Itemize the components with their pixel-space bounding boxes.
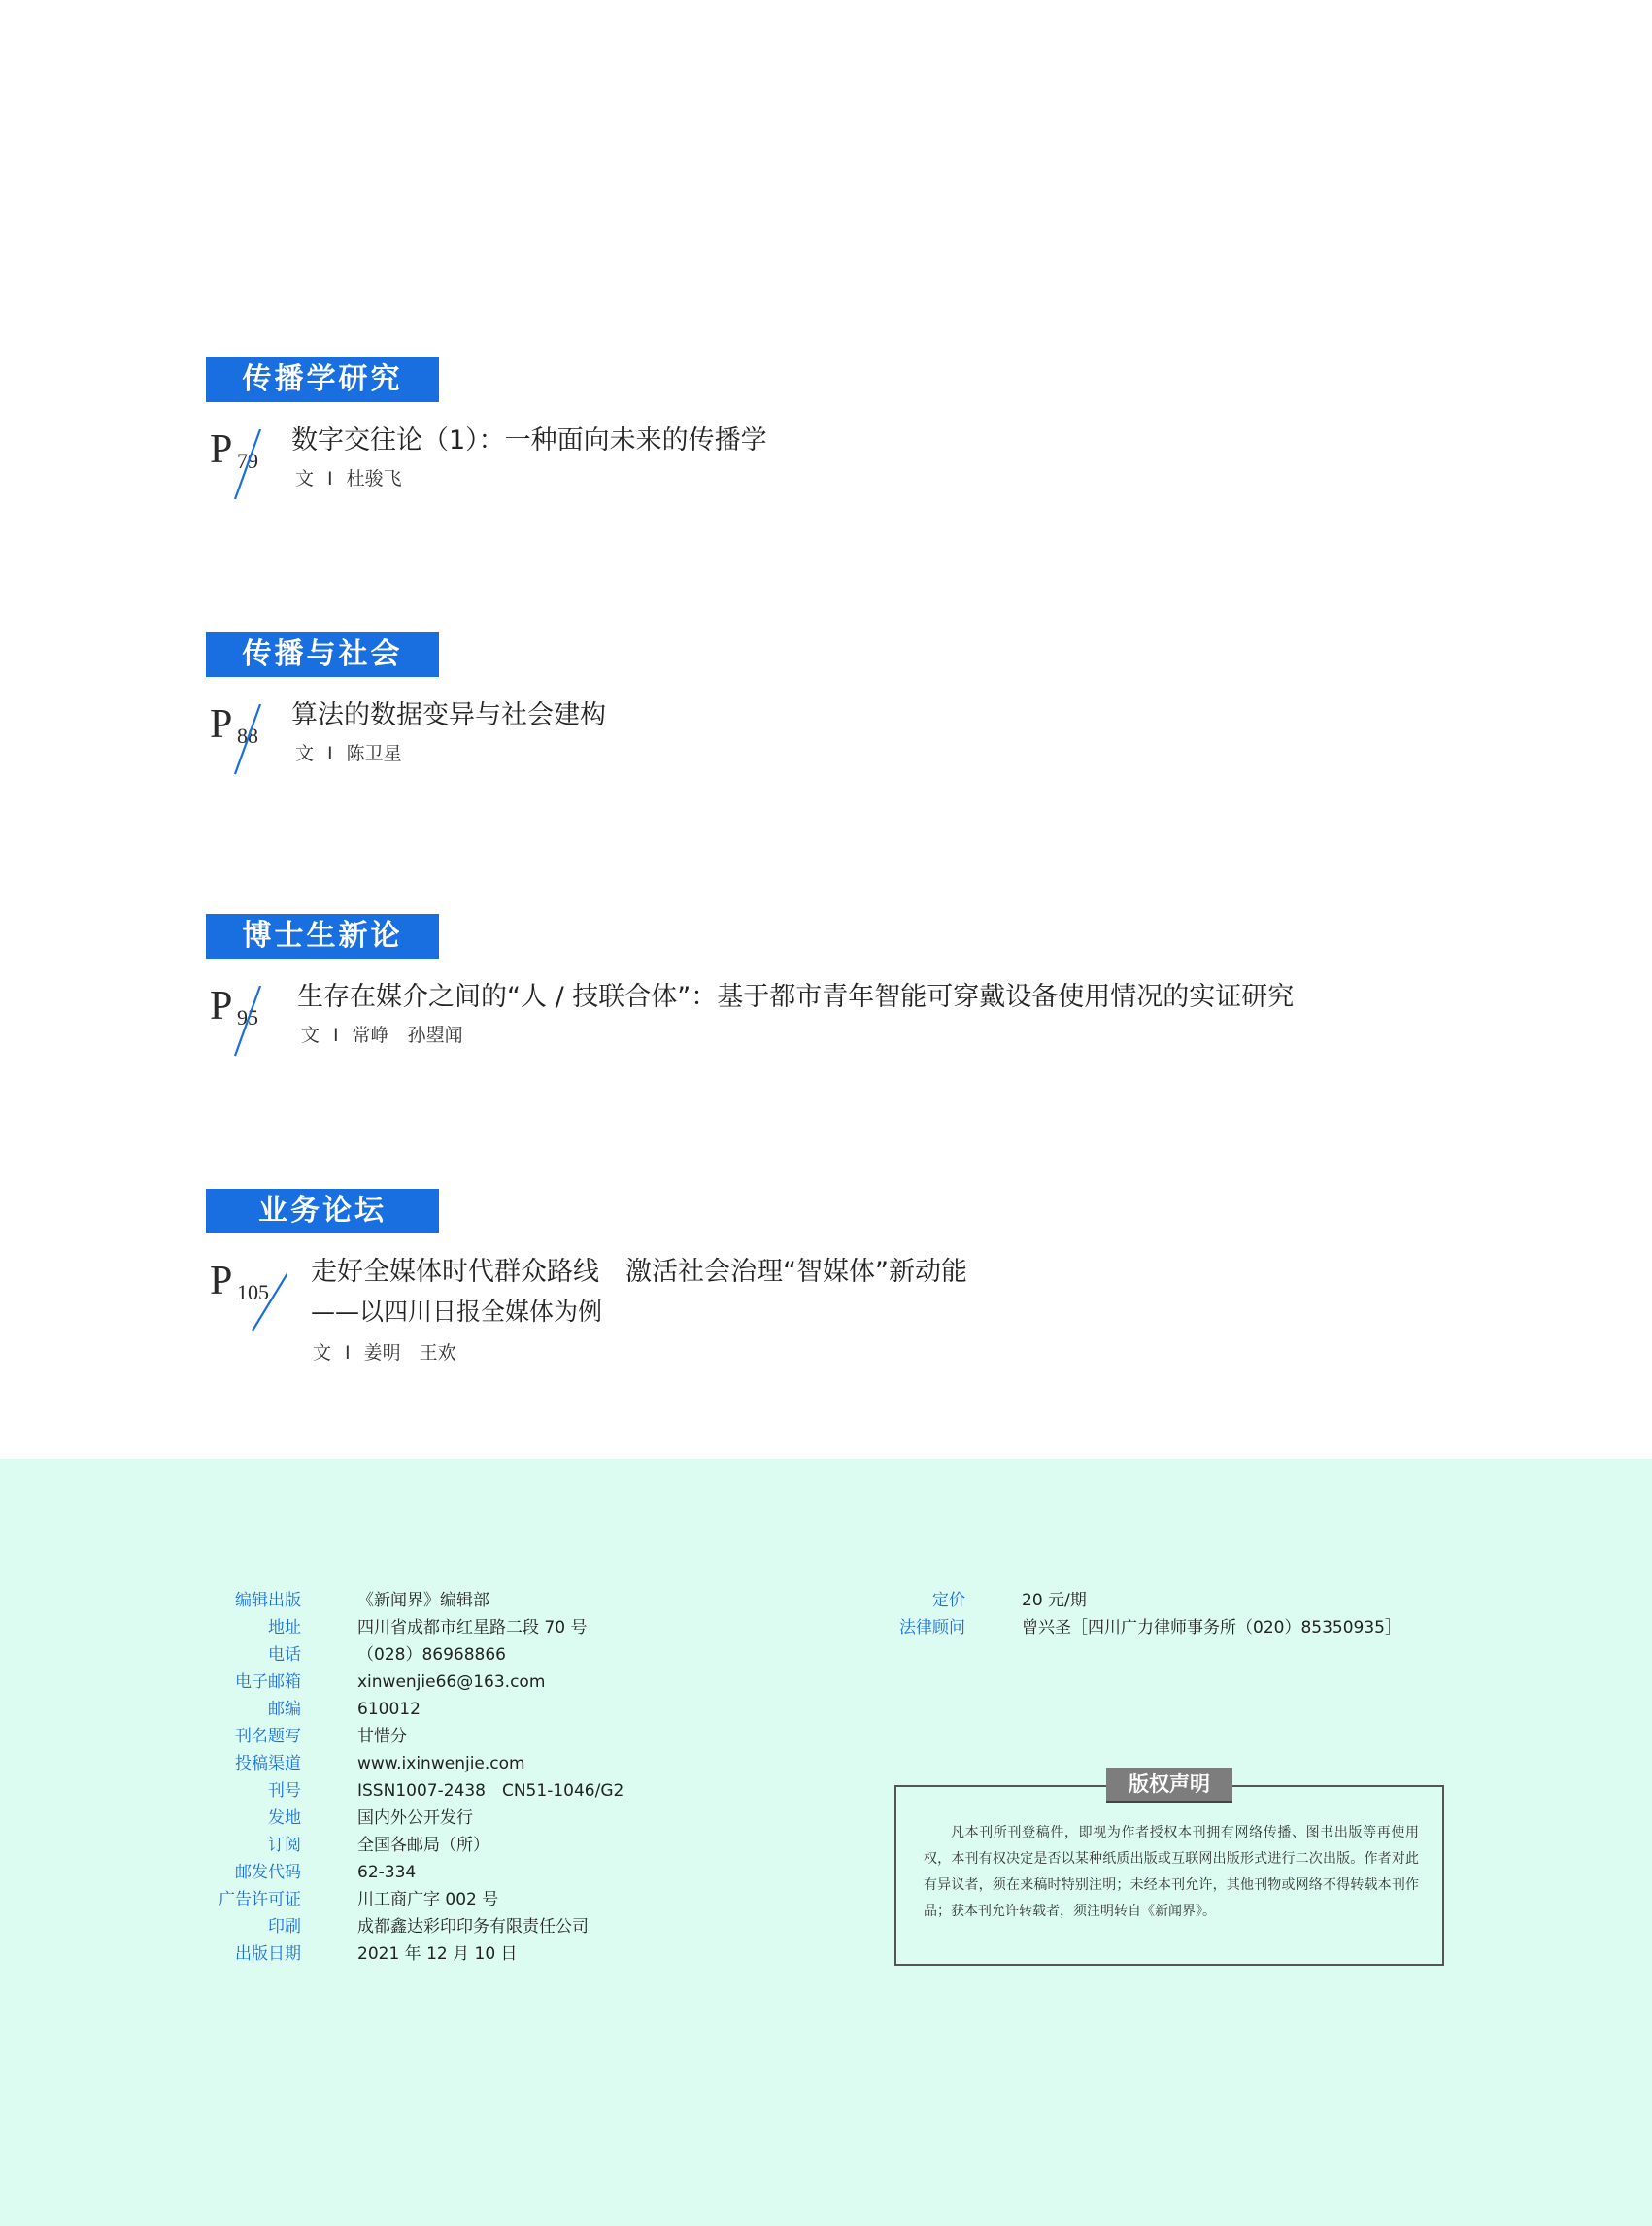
- info-label: 地址: [268, 1618, 301, 1637]
- website-link[interactable]: www.ixinwenjie.com: [357, 1754, 525, 1773]
- article-author: [313, 1344, 456, 1363]
- info-value: 甘惜分: [357, 1727, 407, 1746]
- author-names: 杜骏飞: [346, 468, 402, 489]
- page-number: 95: [237, 1005, 258, 1029]
- author-prefix: 文: [313, 1342, 332, 1364]
- info-label: 定价: [932, 1591, 965, 1610]
- info-label: 编辑出版: [235, 1591, 301, 1610]
- article-title[interactable]: 走好全媒体时代群众路线 激活社会治理“智媒体”新动能: [311, 1257, 967, 1287]
- author-separator: I: [327, 468, 333, 489]
- section-heading: 博士生新论: [206, 914, 439, 959]
- page-prefix: P: [210, 702, 233, 747]
- slash-divider-icon: [210, 429, 287, 517]
- info-label: 出版日期: [235, 1944, 301, 1964]
- info-label: 投稿渠道: [235, 1754, 301, 1773]
- info-label: 订阅: [268, 1836, 301, 1855]
- info-label: 电子邮箱: [235, 1672, 301, 1692]
- info-value: 20 元/期: [1022, 1591, 1087, 1610]
- article-author: [301, 1027, 463, 1045]
- info-value: 《新闻界》编辑部: [357, 1591, 489, 1610]
- author-separator: I: [345, 1342, 351, 1364]
- info-value: 曾兴圣［四川广力律师事务所（020）85350935］: [1022, 1618, 1401, 1637]
- article-author: [295, 470, 402, 489]
- info-label: 邮发代码: [235, 1863, 301, 1882]
- page-number: 105: [237, 1280, 269, 1304]
- info-value: （028）86968866: [357, 1645, 506, 1665]
- author-prefix: 文: [295, 743, 315, 764]
- section-heading: 业务论坛: [206, 1189, 439, 1233]
- slash-divider-icon: [210, 986, 287, 1073]
- info-value: 四川省成都市红星路二段 70 号: [357, 1618, 588, 1637]
- page-number: 88: [237, 724, 258, 748]
- email-value[interactable]: xinwenjie66@163.com: [357, 1672, 546, 1692]
- page-marker: [210, 1261, 287, 1348]
- author-prefix: 文: [295, 468, 315, 489]
- info-label: 广告许可证: [219, 1890, 301, 1909]
- author-prefix: 文: [301, 1025, 320, 1046]
- article-title[interactable]: 数字交往论（1）：一种面向未来的传播学: [291, 425, 767, 455]
- author-separator: I: [333, 1025, 339, 1046]
- section-heading: 传播学研究: [206, 357, 439, 402]
- page-prefix: P: [210, 427, 233, 472]
- info-label: 刊名题写: [235, 1727, 301, 1746]
- article-author: [295, 745, 402, 763]
- page-marker: [210, 429, 287, 517]
- info-label: 法律顾问: [899, 1618, 965, 1637]
- article-subtitle: ——以四川日报全媒体为例: [311, 1298, 603, 1326]
- copyright-text: 凡本刊所刊登稿件，即视为作者授权本刊拥有网络传播、图书出版等再使用权，本刊有权决定是否以某种纸质出版或互联网出版形式进行二次出版。作者对此有异议者，须在来稿时特别注明；未经本刊允许，其他刊物或网络不得转载本刊作品；获本刊允许转载者，须注明转自《新闻界》。: [924, 1825, 1419, 1919]
- author-names: 陈卫星: [346, 743, 402, 764]
- author-separator: I: [327, 743, 333, 764]
- article-title[interactable]: 算法的数据变异与社会建构: [291, 700, 606, 730]
- info-value: 2021 年 12 月 10 日: [357, 1944, 518, 1964]
- page-marker: [210, 704, 287, 792]
- article-title[interactable]: 生存在媒介之间的“人 / 技联合体”：基于都市青年智能可穿戴设备使用情况的实证研究: [297, 982, 1295, 1012]
- info-label: 发地: [268, 1808, 301, 1828]
- info-label: 电话: [268, 1645, 301, 1665]
- page-number: 79: [237, 449, 258, 473]
- info-label: 邮编: [268, 1700, 301, 1719]
- info-label: 印刷: [268, 1917, 301, 1937]
- page-prefix: P: [210, 984, 233, 1029]
- info-value: 62-334: [357, 1863, 417, 1882]
- author-names: 常峥 孙曌闻: [352, 1025, 463, 1046]
- copyright-title: 版权声明: [1106, 1768, 1232, 1803]
- info-value: ISSN1007-2438 CN51-1046/G2: [357, 1781, 624, 1801]
- slash-divider-icon: [210, 1261, 287, 1348]
- slash-divider-icon: [210, 704, 287, 792]
- info-value: 川工商广字 002 号: [357, 1890, 499, 1909]
- page-prefix: P: [210, 1259, 233, 1303]
- page-marker: [210, 986, 287, 1073]
- section-heading: 传播与社会: [206, 632, 439, 677]
- info-value: 全国各邮局（所）: [357, 1836, 489, 1855]
- info-value: 610012: [357, 1700, 421, 1719]
- info-label: 刊号: [268, 1781, 301, 1801]
- info-value: 国内外公开发行: [357, 1808, 473, 1828]
- copyright-notice-box: [894, 1772, 1444, 1966]
- info-value: 成都鑫达彩印印务有限责任公司: [357, 1917, 589, 1937]
- author-names: 姜明 王欢: [363, 1342, 456, 1364]
